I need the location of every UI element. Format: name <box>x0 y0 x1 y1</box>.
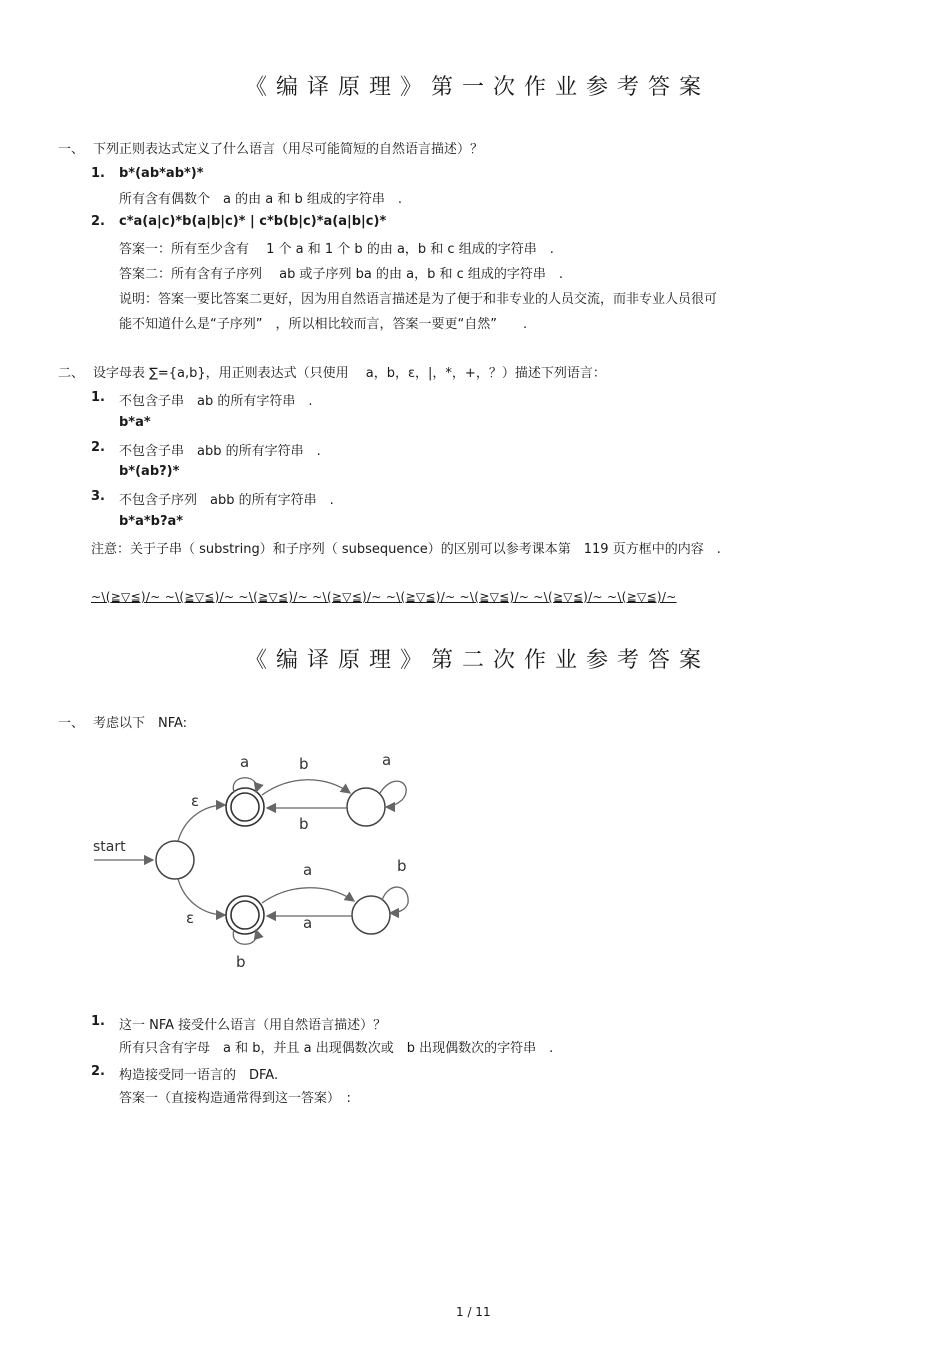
state-bottom-right <box>352 896 390 934</box>
bottom-accept-self-label: b <box>236 953 246 971</box>
hw1-q1-item1-answer: 所有含有偶数个 a 的由 a 和 b 组成的字符串 . <box>119 192 402 207</box>
hw1-q1-item2-answer2: 答案二：所有含有子序列 ab 或子序列 ba 的由 a，b 和 c 组成的字符串 . <box>119 267 563 282</box>
top-b-forward-label: b <box>299 755 309 773</box>
hw1-q2-item2-text: 不包含子串 abb 的所有字符串 . <box>119 444 321 459</box>
hw1-q1-item2-note-line1: 说明：答案一要比答案二更好，因为用自然语言描述是为了便于和非专业的人员交流，而非专业人员很可 <box>119 292 718 307</box>
hw1-q2-item1-text: 不包含子串 ab 的所有字符串 . <box>119 394 313 409</box>
bottom-a-forward-label: a <box>303 861 313 879</box>
hw1-q2-item1-answer: b*a* <box>119 415 151 430</box>
top-accept-self-label: a <box>240 753 250 771</box>
bottom-right-self-label: b <box>397 857 407 875</box>
hw1-title: 《编译原理》第一次作业参考答案 <box>245 75 711 100</box>
state-top-right <box>347 788 385 826</box>
hw2-item2-number: 2. <box>91 1064 105 1079</box>
eps-top-label: ε <box>191 792 200 810</box>
state-start <box>156 841 194 879</box>
section-divider: ~\(≧▽≦)/~ ~\(≧▽≦)/~ ~\(≧▽≦)/~ ~\(≧▽≦)/~ ~\(≧▽≦)/~ ~\(≧▽≦)/~ ~\(≧▽≦)/~ ~\(≧▽≦)/~ <box>91 590 677 604</box>
hw1-q2-note: 注意：关于子串（ substring）和子序列（ subsequence）的区别可以参考课本第 119 页方框中的内容 . <box>91 542 721 557</box>
hw1-q2-item1-number: 1. <box>91 390 105 405</box>
page-number: 1 / 11 <box>456 1305 491 1319</box>
hw2-title: 《编译原理》第二次作业参考答案 <box>245 648 711 673</box>
hw2-q1-number: 一、 <box>58 716 85 731</box>
hw2-item1-number: 1. <box>91 1014 105 1029</box>
hw1-q2-item2-answer: b*(ab?)* <box>119 464 180 479</box>
hw2-item2-text: 构造接受同一语言的 DFA. <box>119 1068 279 1083</box>
eps-transition-top <box>178 805 225 841</box>
hw1-q2-item3-text: 不包含子序列 abb 的所有字符串 . <box>119 493 334 508</box>
start-label: start <box>93 839 126 855</box>
hw2-item2-answer: 答案一（直接构造通常得到这一答案） : <box>119 1091 351 1106</box>
hw2-q1-text: 考虑以下 NFA: <box>93 716 188 731</box>
top-b-forward <box>262 780 350 795</box>
hw1-q2-item2-number: 2. <box>91 440 105 455</box>
top-right-self-label: a <box>382 751 392 769</box>
hw1-q2-number: 二、 <box>58 366 85 381</box>
hw1-q2-item3-answer: b*a*b?a* <box>119 514 184 529</box>
hw1-q2-item3-number: 3. <box>91 489 105 504</box>
nfa-diagram <box>90 745 430 975</box>
hw1-q1-item2-note-line2: 能不知道什么是“子序列” ，所以相比较而言，答案一要更“自然” . <box>119 317 528 332</box>
eps-bottom-label: ε <box>186 909 195 927</box>
hw2-item1-text: 这一 NFA 接受什么语言（用自然语言描述）？ <box>119 1018 387 1033</box>
bottom-a-forward <box>262 888 354 903</box>
hw1-q1-item2-number: 2. <box>91 214 105 229</box>
top-b-back-label: b <box>299 815 309 833</box>
hw1-q1-item1-number: 1. <box>91 166 105 181</box>
hw1-q1-item2-answer1: 答案一：所有至少含有 1 个 a 和 1 个 b 的由 a，b 和 c 组成的字符串 . <box>119 242 554 257</box>
bottom-a-back-label: a <box>303 914 313 932</box>
hw1-q2-text: 设字母表 ∑={a,b}，用正则表达式（只使用 a，b，ε，|，*，+，？）描述下列语言： <box>93 366 606 381</box>
hw1-q1-item1-expr: b*(ab*ab*)* <box>119 166 204 181</box>
hw1-q1-number: 一、 <box>58 142 85 157</box>
hw1-q1-text: 下列正则表达式定义了什么语言（用尽可能简短的自然语言描述）？ <box>93 142 484 157</box>
hw1-q1-item2-expr: c*a(a|c)*b(a|b|c)* | c*b(b|c)*a(a|b|c)* <box>119 214 387 229</box>
hw2-item1-answer: 所有只含有字母 a 和 b，并且 a 出现偶数次或 b 出现偶数次的字符串 . <box>119 1041 554 1056</box>
